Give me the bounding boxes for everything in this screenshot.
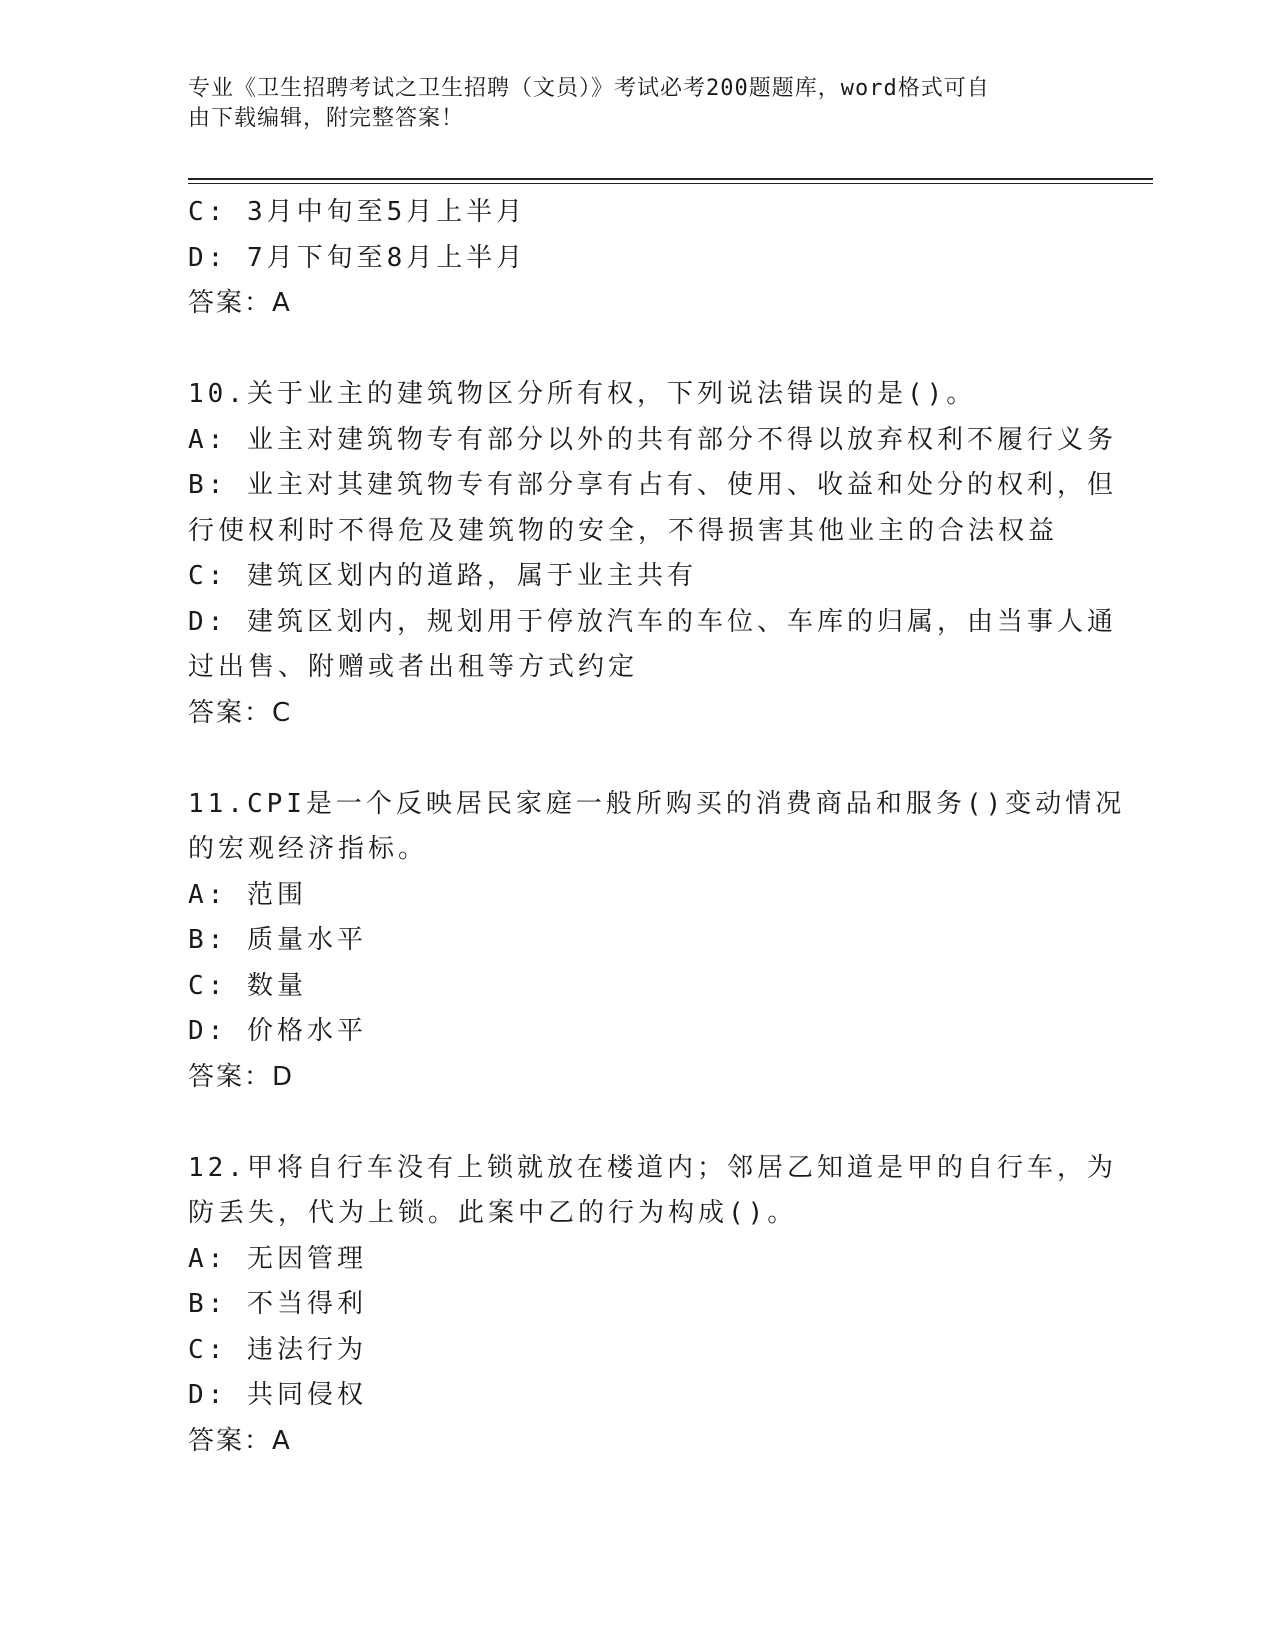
header-line-1: 专业《卫生招聘考试之卫生招聘（文员）》考试必考200题题库，word格式可自: [188, 76, 990, 101]
question-content: [188, 190, 1126, 1464]
question-stem: 10.关于业主的建筑物区分所有权，下列说法错误的是()。: [188, 379, 977, 409]
spacer: [188, 1100, 1088, 1146]
option-b: B: 不当得利: [188, 1289, 367, 1319]
spacer: [188, 736, 1088, 782]
header-rule-thin: [188, 183, 1153, 184]
option-a: A: 无因管理: [188, 1243, 367, 1274]
answer-line: 答案：A: [188, 1425, 292, 1456]
question-stem-line-2: 防丢失，代为上锁。此案中乙的行为构成()。: [188, 1198, 798, 1228]
answer-line: 答案：D: [188, 1061, 295, 1092]
option-d: D: 价格水平: [188, 1016, 367, 1046]
spacer: [188, 327, 1088, 373]
option-d: D: 共同侵权: [188, 1380, 367, 1410]
option-c: C: 建筑区划内的道路，属于业主共有: [188, 561, 697, 591]
option-c: C: 3月中旬至5月上半月: [188, 197, 527, 227]
option-b-line-1: B: 业主对其建筑物专有部分享有占有、使用、收益和处分的权利，但: [188, 470, 1117, 500]
header-line-2: 由下载编辑，附完整答案！: [188, 106, 465, 131]
question-block-12: [188, 1146, 1117, 1465]
question-block-9-continued: [188, 190, 1088, 327]
answer-line: 答案：C: [188, 697, 293, 728]
option-a: A: 范围: [188, 879, 307, 910]
option-d-line-2: 过出售、附赠或者出租等方式约定: [188, 652, 639, 682]
option-d: D: 7月下旬至8月上半月: [188, 242, 527, 273]
question-stem-line-1: 12.甲将自行车没有上锁就放在楼道内；邻居乙知道是甲的自行车，为: [188, 1152, 1117, 1183]
option-c: C: 数量: [188, 970, 307, 1001]
answer-line: 答案：A: [188, 288, 292, 318]
question-stem-line-2: 的宏观经济指标。: [188, 834, 429, 864]
option-d-line-1: D: 建筑区划内，规划用于停放汽车的车位、车库的归属，由当事人通: [188, 606, 1117, 637]
option-b-line-2: 行使权利时不得危及建筑物的安全，不得损害其他业主的合法权益: [188, 515, 1059, 546]
question-stem-line-1: 11.CPI是一个反映居民家庭一般所购买的消费商品和服务()变动情况: [188, 788, 1126, 819]
page-header: [188, 74, 1068, 134]
question-block-11: [188, 782, 1126, 1101]
option-a: A: 业主对建筑物专有部分以外的共有部分不得以放弃权利不履行义务: [188, 424, 1117, 455]
option-c: C: 违法行为: [188, 1334, 367, 1365]
option-b: B: 质量水平: [188, 925, 367, 955]
question-block-10: [188, 372, 1117, 736]
header-rule-thick: [188, 178, 1153, 180]
